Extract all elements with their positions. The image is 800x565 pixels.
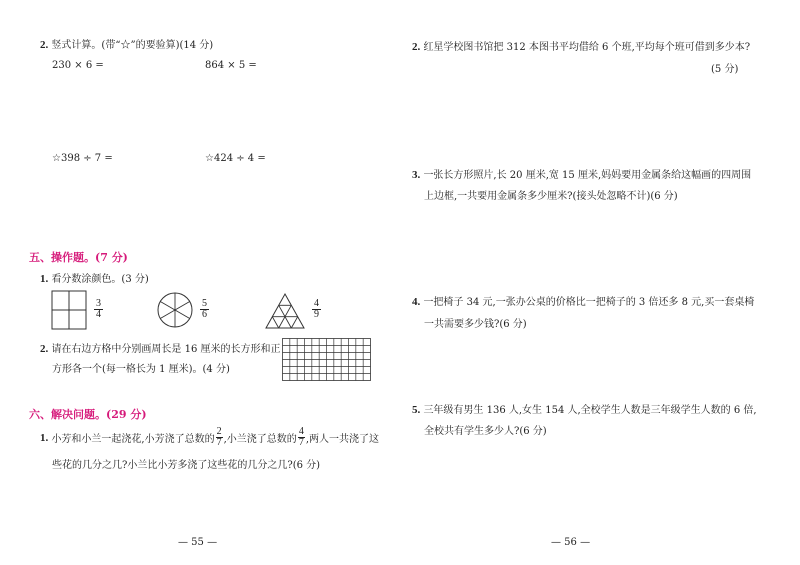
triangle-ninths-figure (264, 292, 306, 330)
question-number: 1. (40, 431, 49, 444)
fraction-denominator: 7 (298, 437, 304, 448)
calc-item-1: 230 × 6 = (52, 60, 104, 71)
page-number-left: — 55 — (178, 537, 218, 548)
question-text: 看分数涂颜色。(3 分) (51, 274, 149, 285)
fraction-numerator: 4 (298, 426, 304, 437)
fraction-four-sevenths (298, 427, 305, 448)
question-text: 一张长方形照片,长 20 厘米,宽 15 厘米,妈妈要用金属条给这幅画的四周围 (423, 170, 752, 181)
right-question-5-line2: 全校共有学生多少人?(6 分) (424, 426, 547, 437)
drawing-grid (282, 338, 372, 383)
square-quarters-figure (51, 290, 87, 330)
op-question-1 (40, 270, 149, 285)
question-text-part1: 小芳和小兰一起浇花,小芳浇了总数的 (51, 434, 215, 445)
fraction-four-ninths (312, 299, 321, 320)
calc-item-2: 864 × 5 = (205, 60, 257, 71)
question-number: 1. (40, 273, 49, 285)
page-number-right: — 56 — (551, 537, 591, 548)
question-number: 3. (412, 169, 421, 181)
right-question-5-line1 (412, 401, 757, 416)
question-number: 2. (412, 41, 421, 53)
fraction-denominator: 4 (96, 309, 101, 320)
right-question-4-line2: 一共需要多少钱?(6 分) (424, 319, 527, 330)
question-text-part3: ,两人一共浇了这 (305, 434, 379, 445)
section-5-title: 五、操作题。(7 分) (29, 251, 128, 264)
section-6-title: 六、解决问题。(29 分) (29, 408, 147, 421)
solve-question-1-line1 (40, 427, 379, 448)
fraction-denominator: 7 (216, 437, 222, 448)
fraction-numerator: 2 (216, 426, 222, 437)
fraction-numerator: 5 (202, 298, 207, 309)
fraction-numerator: 3 (96, 298, 101, 309)
question-text: 竖式计算。(带“☆”的要验算)(14 分) (51, 40, 214, 51)
calc-item-4: ☆424 ÷ 4 = (205, 153, 266, 164)
fraction-two-sevenths (216, 427, 223, 448)
question-number: 5. (412, 404, 421, 416)
fraction-five-sixths (200, 299, 209, 320)
fraction-denominator: 6 (202, 309, 207, 320)
question-text: 红星学校图书馆把 312 本图书平均借给 6 个班,平均每个班可借到多少本? (423, 42, 751, 53)
calc-item-3: ☆398 ÷ 7 = (52, 153, 113, 164)
right-question-4-line1 (412, 293, 754, 308)
fraction-denominator: 9 (314, 309, 319, 320)
op-question-2-line2: 方形各一个(每一格长为 1 厘米)。(4 分) (52, 364, 230, 375)
calc-question-heading (40, 36, 213, 51)
right-question-3-line1 (412, 166, 751, 181)
right-question-3-line2: 上边框,一共要用金属条多少厘米?(接头处忽略不计)(6 分) (424, 191, 678, 202)
question-number: 2. (40, 39, 49, 51)
right-question-2 (412, 38, 750, 53)
fraction-three-quarters (94, 299, 103, 320)
question-text: 一把椅子 34 元,一张办公桌的价格比一把椅子的 3 倍还多 8 元,买一套桌椅 (423, 297, 755, 308)
question-text-part2: ,小兰浇了总数的 (223, 434, 297, 445)
question-number: 4. (412, 296, 421, 308)
solve-question-1-line2: 些花的几分之几?小兰比小芳多浇了这些花的几分之几?(6 分) (52, 460, 321, 471)
question-text: 请在右边方格中分别画周长是 16 厘米的长方形和正 (51, 344, 281, 355)
question-number: 2. (40, 343, 49, 355)
circle-sixths-figure (156, 291, 194, 329)
question-text: 三年级有男生 136 人,女生 154 人,全校学生人数是三年级学生人数的 6 倍, (423, 405, 757, 416)
fraction-numerator: 4 (314, 298, 319, 309)
right-question-2-score: (5 分) (711, 64, 739, 75)
op-question-2-line1 (40, 340, 281, 355)
